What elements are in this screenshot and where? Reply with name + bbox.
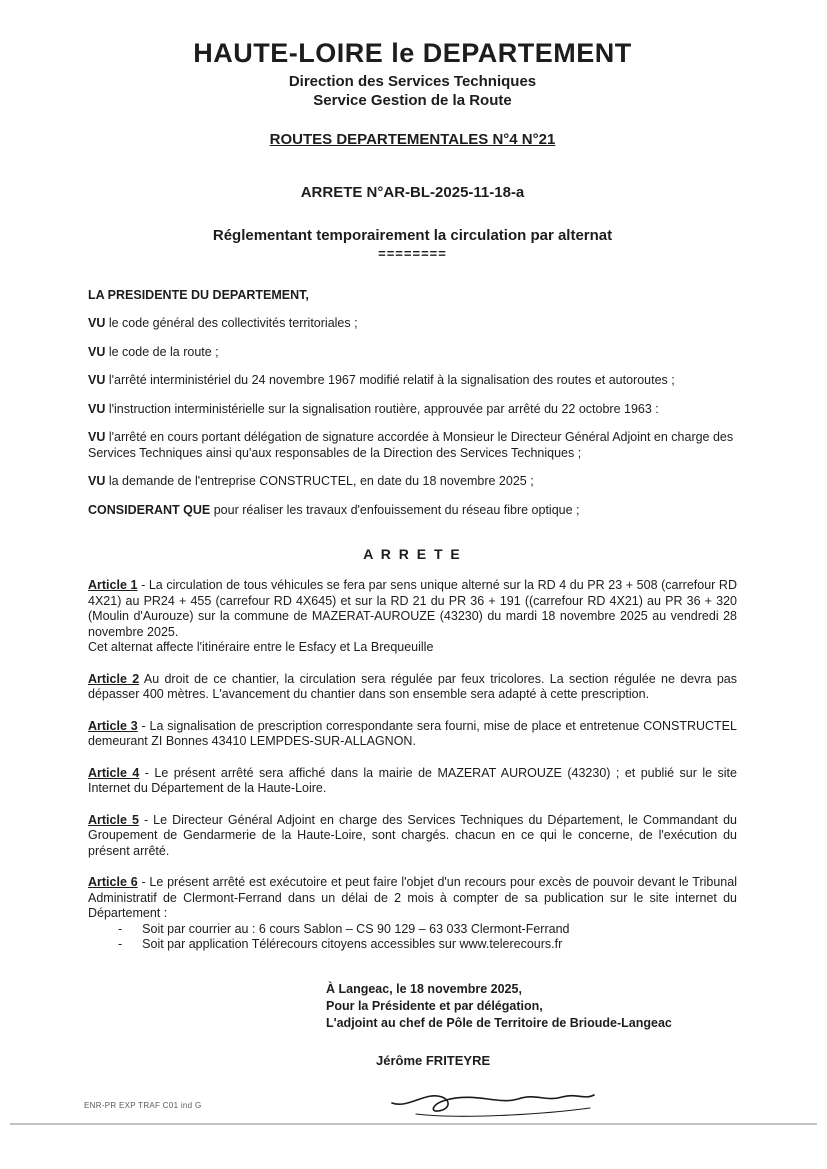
article-5-label: Article 5 — [88, 812, 139, 827]
vu-lead: VU — [88, 474, 106, 488]
service-subtitle: Service Gestion de la Route — [313, 92, 512, 109]
vu-lead: VU — [88, 430, 106, 444]
bullet-dash: - — [118, 921, 123, 936]
vu-clause-5 — [88, 430, 737, 461]
article-1-text: - La circulation de tous véhicules se fera par sens unique alterné sur la RD 4 du PR 23 + 508 (carrefour RD 4X21) au PR24 + 455 (carrefour RD 4X645) et sur la RD 21 du PR 36 + 191 ((carrefour RD 4X21) au PR 36 + 320 (Moulin d'Aurouze) sur la commune de MAZERAT-AUROUZE (43230) du mardi 18 novembre 2025 au vendredi 28 novembre 2025. — [88, 578, 737, 639]
considerant-lead: CONSIDERANT QUE — [88, 502, 211, 517]
recourse-option-telerecours — [88, 937, 737, 953]
vu-clause-3 — [88, 373, 737, 389]
signature-scribble-icon — [388, 1075, 737, 1126]
vu-lead: VU — [88, 401, 106, 416]
document-reference: ENR-PR EXP TRAF C01 ind G — [84, 1101, 202, 1110]
article-2-text: Au droit de ce chantier, la circulation sera régulée par feux tricolores. La section régulée ne devra pas dépasser 400 mètres. L'avancement du chantier dans son ensemble sera adapté à cette prescription. — [88, 671, 737, 701]
scan-edge-line — [10, 1123, 817, 1125]
direction-subtitle: Direction des Services Techniques — [288, 73, 537, 90]
article-3-text: - La signalisation de prescription correspondante sera fourni, mise de place et entretenue CONSTRUCTEL demeurant ZI Bonnes 43410 LEMPDES-SUR-ALLAGNON. — [88, 718, 737, 748]
closing-place-date: À Langeac, le 18 novembre 2025, — [326, 981, 522, 996]
recourse-option-courrier — [88, 922, 737, 938]
article-5 — [88, 813, 737, 860]
vu-clause-6 — [88, 474, 737, 490]
department-title: HAUTE-LOIRE le DEPARTEMENT — [193, 38, 632, 68]
arrete-heading: A R R E T E — [363, 546, 462, 562]
closing-delegation-line-1: Pour la Présidente et par délégation, — [326, 998, 543, 1013]
vu-text: l'arrêté en cours portant délégation de signature accordée à Monsieur le Directeur Général Adjoint en charge des Services Techniques ainsi qu'aux responsables de la Direction des Services Techniques ; — [88, 430, 734, 460]
article-6 — [88, 875, 737, 922]
vu-lead: VU — [88, 316, 106, 330]
signatory-name: Jérôme FRITEYRE — [376, 1052, 491, 1068]
article-2 — [88, 672, 737, 703]
article-4-label: Article 4 — [88, 765, 140, 780]
article-2-label: Article 2 — [88, 671, 140, 686]
article-6-label: Article 6 — [88, 875, 138, 889]
article-5-text: - Le Directeur Général Adjoint en charge des Services Techniques du Département, le Commandant du Groupement de Gendarmerie de la Haute-Loire, sont chargés. chacun en ce qui le concerne, de l'exécution du présent arrêté. — [88, 812, 737, 858]
vu-text: le code général des collectivités territoriales ; — [105, 316, 358, 330]
article-3-label: Article 3 — [88, 718, 138, 733]
arrete-number: ARRETE N°AR-BL-2025-11-18-a — [300, 184, 525, 201]
closing-delegation-line-2: L'adjoint au chef de Pôle de Territoire de Brioude-Langeac — [326, 1015, 672, 1030]
vu-text: l'instruction interministérielle sur la signalisation routière, approuvée par arrêté du 22 octobre 1963 : — [105, 401, 659, 416]
roads-heading: ROUTES DEPARTEMENTALES N°4 N°21 — [269, 131, 556, 148]
article-1-label: Article 1 — [88, 578, 138, 592]
vu-text: la demande de l'entreprise CONSTRUCTEL, en date du 18 novembre 2025 ; — [105, 474, 534, 488]
vu-clause-2 — [88, 345, 737, 361]
closing-block — [326, 981, 737, 1069]
vu-clause-4 — [88, 402, 737, 418]
salutation: LA PRESIDENTE DU DEPARTEMENT, — [88, 288, 309, 302]
article-4 — [88, 766, 737, 797]
separator-line: ======== — [378, 246, 447, 261]
vu-text: l'arrêté interministériel du 24 novembre 1967 modifié relatif à la signalisation des routes et autoroutes ; — [105, 373, 675, 387]
vu-clause-1 — [88, 316, 737, 332]
article-1 — [88, 578, 737, 640]
vu-lead: VU — [88, 373, 106, 387]
bullet-dash: - — [118, 937, 123, 951]
vu-lead: VU — [88, 344, 106, 359]
vu-text: le code de la route ; — [105, 344, 219, 359]
article-1-extra: Cet alternat affecte l'itinéraire entre le Esfacy et La Brequeuille — [88, 640, 434, 654]
article-6-text: - Le présent arrêté est exécutoire et peut faire l'objet d'un recours pour excès de pouvoir devant le Tribunal Administratif de Clermont-Ferrand dans un délai de 2 mois à compter de sa publication sur le site internet du Département : — [88, 875, 737, 920]
arrete-subject: Réglementant temporairement la circulation par alternat — [212, 227, 613, 244]
considerant-text: pour réaliser les travaux d'enfouissement du réseau fibre optique ; — [210, 502, 580, 517]
article-4-text: - Le présent arrêté sera affiché dans la mairie de MAZERAT AUROUZE (43230) ; et publié sur le site Internet du Département de la Haute-Loire. — [88, 765, 737, 795]
article-3 — [88, 719, 737, 750]
recourse-option-text: Soit par application Télérecours citoyens accessibles sur www.telerecours.fr — [142, 937, 563, 951]
recourse-option-text: Soit par courrier au : 6 cours Sablon – CS 90 129 – 63 033 Clermont-Ferrand — [142, 921, 570, 936]
considerant-clause — [88, 503, 737, 519]
